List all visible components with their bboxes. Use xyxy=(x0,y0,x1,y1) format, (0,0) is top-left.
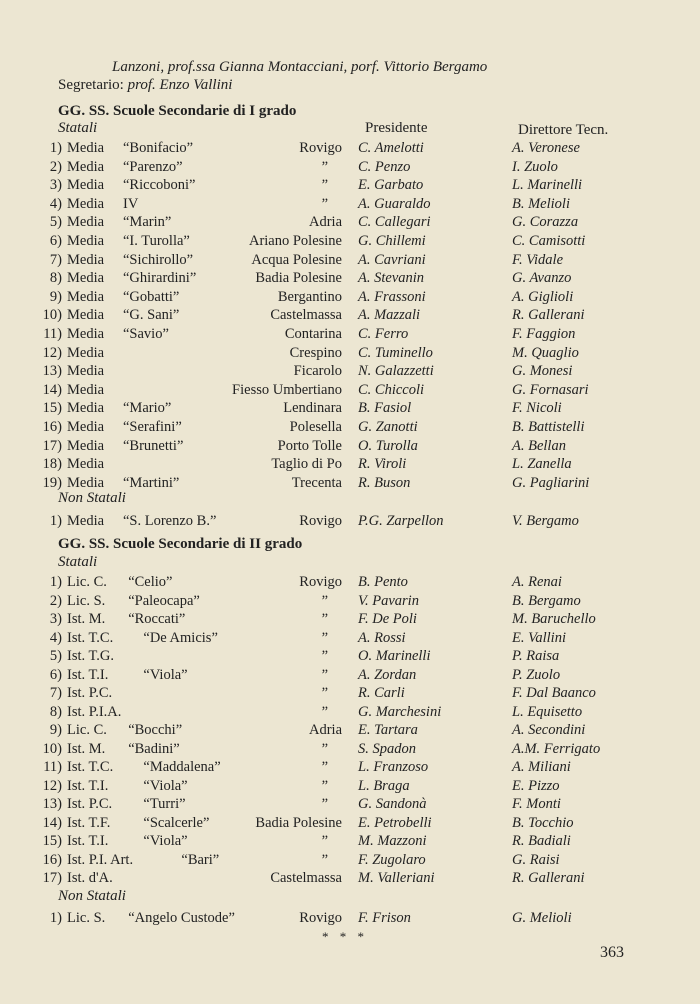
table-row xyxy=(0,704,700,722)
row-number: 17) xyxy=(42,437,62,454)
school-place: ” xyxy=(321,629,328,646)
school-place: Ariano Polesine xyxy=(248,233,342,249)
table-row xyxy=(0,438,700,456)
director-name: A. Renai xyxy=(512,574,562,590)
president-name: O. Marinelli xyxy=(358,648,431,664)
row-number: 13) xyxy=(42,363,62,380)
school-name: “Bari” xyxy=(181,851,220,868)
section1-nonstatali-label: Non Statali xyxy=(58,490,126,506)
school-place: ” xyxy=(321,851,328,868)
school-name: “Viola” xyxy=(143,666,188,683)
row-number: 9) xyxy=(49,722,62,738)
director-name: P. Raisa xyxy=(512,648,560,664)
school-name: “Maddalena” xyxy=(143,759,221,775)
row-number: 1) xyxy=(49,513,62,529)
row-number: 7) xyxy=(49,685,62,701)
row-number: 18) xyxy=(42,456,62,473)
column-header-director: Direttore Tecn. xyxy=(518,122,609,138)
director-name: G. Pagliarini xyxy=(512,474,590,491)
school-name: “Angelo Custode” xyxy=(128,910,235,926)
president-name: A. Rossi xyxy=(358,629,406,646)
school-type: Media xyxy=(67,177,105,194)
president-name: F. De Poli xyxy=(358,611,417,627)
school-name: “Roccati” xyxy=(128,611,186,627)
school-place: Badia Polesine xyxy=(255,814,342,831)
school-type: Ist. P.C. xyxy=(67,685,113,701)
section2-statali-label: Statali xyxy=(58,554,98,570)
president-name: A. Mazzali xyxy=(358,307,421,324)
school-type: Lic. C. xyxy=(67,722,107,738)
school-type: Ist. T.F. xyxy=(67,814,111,831)
row-number: 12) xyxy=(42,777,62,794)
director-name: L. Marinelli xyxy=(512,177,583,194)
table-row xyxy=(0,852,700,870)
row-number: 10) xyxy=(42,307,62,324)
president-name: G. Marchesini xyxy=(358,703,442,720)
row-number: 16) xyxy=(42,419,62,435)
president-name: E. Tartara xyxy=(358,722,418,738)
row-number: 11) xyxy=(43,326,62,342)
row-number: 13) xyxy=(42,796,62,812)
school-place: ” xyxy=(321,177,328,194)
president-name: C. Chiccoli xyxy=(358,381,425,398)
director-name: M. Quaglio xyxy=(512,344,579,361)
row-number: 6) xyxy=(49,233,62,249)
school-place: Bergantino xyxy=(277,288,342,305)
row-number: 2) xyxy=(49,592,62,609)
school-type: Media xyxy=(67,419,105,435)
school-type: Ist. T.I. xyxy=(67,777,109,794)
section1-statali-label: Statali xyxy=(58,120,98,136)
school-place: Fiesso Umbertiano xyxy=(232,381,342,398)
table-row xyxy=(0,593,700,611)
row-number: 14) xyxy=(42,381,62,398)
director-name: F. Faggion xyxy=(512,326,576,342)
president-name: P.G. Zarpellon xyxy=(358,513,444,529)
school-name: IV xyxy=(123,195,139,212)
table-row xyxy=(0,326,700,344)
section-separator: * * * xyxy=(322,929,368,944)
secretary-label: Segretario: xyxy=(58,77,124,93)
school-place: Rovigo xyxy=(299,140,342,156)
school-type: Lic. S. xyxy=(67,592,106,609)
school-type: Media xyxy=(67,344,105,361)
school-name: “Parenzo” xyxy=(123,158,183,175)
president-name: N. Galazzetti xyxy=(358,363,434,380)
table-row xyxy=(0,270,700,288)
school-place: ” xyxy=(321,158,328,175)
table-row xyxy=(0,140,700,158)
row-number: 7) xyxy=(49,251,62,268)
school-name: “Gobatti” xyxy=(123,288,180,305)
school-place: Ficarolo xyxy=(293,363,342,380)
table-row xyxy=(0,214,700,232)
school-place: Porto Tolle xyxy=(277,437,342,454)
row-number: 1) xyxy=(49,910,62,926)
president-name: A. Zordan xyxy=(358,666,417,683)
school-name: “Riccoboni” xyxy=(123,177,196,194)
table-row xyxy=(0,910,700,928)
school-place: Crespino xyxy=(289,344,342,361)
secretary-name: prof. Enzo Vallini xyxy=(127,77,233,93)
school-type: Ist. T.I. xyxy=(67,833,109,849)
school-name: “Viola” xyxy=(143,833,188,849)
school-type: Ist. M. xyxy=(67,740,106,757)
president-name: C. Tuminello xyxy=(358,344,433,361)
school-type: Media xyxy=(67,195,105,212)
school-type: Ist. M. xyxy=(67,611,106,627)
school-place: Rovigo xyxy=(299,910,342,926)
school-name: “Savio” xyxy=(123,326,169,342)
school-type: Media xyxy=(67,158,105,175)
school-place: Lendinara xyxy=(283,400,342,417)
school-place: Acqua Polesine xyxy=(251,251,342,268)
president-name: L. Franzoso xyxy=(358,759,429,775)
table-row xyxy=(0,196,700,214)
school-name: “I. Turolla” xyxy=(123,233,190,249)
row-number: 12) xyxy=(42,344,62,361)
table-row xyxy=(0,648,700,666)
president-name: R. Viroli xyxy=(358,456,407,473)
table-row xyxy=(0,382,700,400)
row-number: 3) xyxy=(49,611,62,627)
director-name: G. Raisi xyxy=(512,851,560,868)
table-row xyxy=(0,456,700,474)
table-row xyxy=(0,419,700,437)
row-number: 5) xyxy=(49,214,62,231)
director-name: C. Camisotti xyxy=(512,233,586,249)
school-place: Taglio di Po xyxy=(271,456,342,473)
director-name: F. Monti xyxy=(512,796,561,812)
school-type: Media xyxy=(67,437,105,454)
school-name: “De Amicis” xyxy=(143,629,218,646)
school-name: “Viola” xyxy=(143,777,188,794)
school-type: Media xyxy=(67,400,105,417)
school-name: “Scalcerle” xyxy=(143,814,210,831)
row-number: 3) xyxy=(49,177,62,194)
row-number: 2) xyxy=(49,158,62,175)
school-name: “Bonifacio” xyxy=(123,140,194,156)
director-name: P. Zuolo xyxy=(512,666,561,683)
school-type: Media xyxy=(67,307,105,324)
school-type: Media xyxy=(67,233,105,249)
director-name: A. Giglioli xyxy=(512,288,574,305)
president-name: G. Zanotti xyxy=(358,419,418,435)
row-number: 15) xyxy=(42,833,62,849)
school-name: “Martini” xyxy=(123,474,180,491)
table-row xyxy=(0,870,700,888)
school-type: Media xyxy=(67,456,105,473)
school-name: “Marin” xyxy=(123,214,172,231)
president-name: O. Turolla xyxy=(358,437,418,454)
president-name: M. Mazzoni xyxy=(358,833,427,849)
school-type: Ist. T.C. xyxy=(67,629,114,646)
director-name: L. Equisetto xyxy=(512,703,583,720)
school-place: Rovigo xyxy=(299,513,342,529)
section1-title: GG. SS. Scuole Secondarie di I grado xyxy=(58,103,297,119)
school-name: “Turri” xyxy=(143,796,186,812)
row-number: 19) xyxy=(42,474,62,491)
row-number: 9) xyxy=(49,288,62,305)
director-name: B. Battistelli xyxy=(512,419,585,435)
table-row xyxy=(0,345,700,363)
secretary-line xyxy=(58,76,232,94)
row-number: 1) xyxy=(49,574,62,590)
school-type: Media xyxy=(67,251,105,268)
director-name: F. Vidale xyxy=(512,251,564,268)
school-name: “Ghirardini” xyxy=(123,270,197,287)
director-name: L. Zanella xyxy=(512,456,572,473)
president-name: E. Petrobelli xyxy=(358,814,432,831)
row-number: 4) xyxy=(49,195,62,212)
president-name: V. Pavarin xyxy=(358,592,419,609)
table-row xyxy=(0,252,700,270)
table-row xyxy=(0,778,700,796)
school-place: Badia Polesine xyxy=(255,270,342,287)
school-type: Media xyxy=(67,474,105,491)
director-name: A.M. Ferrigato xyxy=(512,740,601,757)
director-name: M. Baruchello xyxy=(512,611,596,627)
table-row xyxy=(0,815,700,833)
row-number: 4) xyxy=(49,629,62,646)
president-name: C. Callegari xyxy=(358,214,431,231)
president-name: A. Cavriani xyxy=(358,251,426,268)
school-type: Ist. d'A. xyxy=(67,870,113,886)
school-place: ” xyxy=(321,685,328,701)
president-name: C. Penzo xyxy=(358,158,411,175)
director-name: V. Bergamo xyxy=(512,513,579,529)
director-name: A. Secondini xyxy=(512,722,586,738)
president-name: E. Garbato xyxy=(358,177,424,194)
school-name: “Brunetti” xyxy=(123,437,184,454)
director-name: G. Avanzo xyxy=(512,270,572,287)
table-row xyxy=(0,513,700,531)
table-row xyxy=(0,177,700,195)
school-place: Polesella xyxy=(289,419,342,435)
school-name: “Sichirollo” xyxy=(123,251,194,268)
school-name: “S. Lorenzo B.” xyxy=(123,513,217,529)
row-number: 16) xyxy=(42,851,62,868)
director-name: I. Zuolo xyxy=(512,158,558,175)
table-row xyxy=(0,574,700,592)
table-row xyxy=(0,400,700,418)
table-row xyxy=(0,363,700,381)
school-place: ” xyxy=(321,740,328,757)
row-number: 6) xyxy=(49,666,62,683)
director-name: A. Bellan xyxy=(512,437,566,454)
school-type: Lic. C. xyxy=(67,574,107,590)
president-name: C. Ferro xyxy=(358,326,409,342)
school-type: Ist. T.G. xyxy=(67,648,114,664)
president-name: L. Braga xyxy=(358,777,410,794)
table-row xyxy=(0,667,700,685)
school-name: “Celio” xyxy=(128,574,173,590)
school-place: Adria xyxy=(308,722,342,738)
school-type: Ist. T.C. xyxy=(67,759,114,775)
table-row xyxy=(0,833,700,851)
president-name: R. Buson xyxy=(358,474,411,491)
director-name: E. Pizzo xyxy=(512,777,560,794)
row-number: 15) xyxy=(42,400,62,417)
table-row xyxy=(0,630,700,648)
president-name: C. Amelotti xyxy=(358,140,424,156)
school-type: Ist. P.I. Art. xyxy=(67,851,134,868)
row-number: 5) xyxy=(49,648,62,664)
president-name: B. Fasiol xyxy=(358,400,412,417)
school-place: ” xyxy=(321,833,328,849)
school-name: “G. Sani” xyxy=(123,307,180,324)
school-type: Lic. S. xyxy=(67,910,106,926)
director-name: R. Badiali xyxy=(512,833,571,849)
school-place: Trecenta xyxy=(291,474,342,491)
director-name: B. Bergamo xyxy=(512,592,581,609)
school-type: Media xyxy=(67,381,105,398)
president-name: M. Valleriani xyxy=(358,870,435,886)
school-place: Castelmassa xyxy=(270,307,342,324)
director-name: E. Vallini xyxy=(512,629,566,646)
school-place: ” xyxy=(321,592,328,609)
president-name: G. Sandonà xyxy=(358,796,427,812)
school-name: “Paleocapa” xyxy=(128,592,200,609)
table-row xyxy=(0,611,700,629)
row-number: 8) xyxy=(49,270,62,287)
school-place: ” xyxy=(321,759,328,775)
president-name: F. Frison xyxy=(358,910,411,926)
table-row xyxy=(0,796,700,814)
president-name: A. Guaraldo xyxy=(358,195,431,212)
director-name: G. Monesi xyxy=(512,363,573,380)
row-number: 10) xyxy=(42,740,62,757)
school-type: Media xyxy=(67,326,105,342)
school-type: Media xyxy=(67,513,105,529)
table-row xyxy=(0,722,700,740)
president-name: R. Carli xyxy=(358,685,405,701)
director-name: F. Nicoli xyxy=(512,400,562,417)
director-name: A. Veronese xyxy=(512,140,580,156)
president-name: G. Chillemi xyxy=(358,233,426,249)
president-name: B. Pento xyxy=(358,574,408,590)
school-type: Ist. P.I.A. xyxy=(67,703,122,720)
table-row xyxy=(0,289,700,307)
school-place: ” xyxy=(321,796,328,812)
section2-nonstatali-label: Non Statali xyxy=(58,888,126,904)
school-type: Media xyxy=(67,288,105,305)
column-header-president: Presidente xyxy=(365,120,428,136)
school-place: ” xyxy=(321,666,328,683)
president-name: F. Zugolaro xyxy=(358,851,426,868)
director-name: A. Miliani xyxy=(512,759,571,775)
school-type: Media xyxy=(67,363,105,380)
school-place: Castelmassa xyxy=(270,870,342,886)
intro-line: Lanzoni, prof.ssa Gianna Montacciani, porf. Vittorio Bergamo xyxy=(112,59,488,75)
school-type: Ist. P.C. xyxy=(67,796,113,812)
row-number: 1) xyxy=(49,140,62,156)
president-name: S. Spadon xyxy=(358,740,416,757)
row-number: 8) xyxy=(49,703,62,720)
school-place: ” xyxy=(321,703,328,720)
director-name: G. Melioli xyxy=(512,910,572,926)
director-name: F. Dal Baanco xyxy=(512,685,596,701)
school-place: ” xyxy=(321,648,328,664)
school-type: Media xyxy=(67,214,105,231)
director-name: G. Corazza xyxy=(512,214,579,231)
table-row xyxy=(0,307,700,325)
school-place: ” xyxy=(321,777,328,794)
school-place: Contarina xyxy=(284,326,342,342)
table-row xyxy=(0,233,700,251)
school-name: “Serafini” xyxy=(123,419,182,435)
table-row xyxy=(0,685,700,703)
section2-title: GG. SS. Scuole Secondarie di II grado xyxy=(58,536,303,552)
director-name: G. Fornasari xyxy=(512,381,589,398)
page-number: 363 xyxy=(600,944,624,961)
president-name: A. Stevanin xyxy=(358,270,425,287)
director-name: R. Gallerani xyxy=(512,307,585,324)
director-name: B. Tocchio xyxy=(512,814,574,831)
school-name: “Bocchi” xyxy=(128,722,183,738)
table-row xyxy=(0,741,700,759)
school-place: Adria xyxy=(308,214,342,231)
director-name: B. Melioli xyxy=(512,195,570,212)
director-name: R. Gallerani xyxy=(512,870,585,886)
school-place: Rovigo xyxy=(299,574,342,590)
school-type: Media xyxy=(67,140,105,156)
table-row xyxy=(0,159,700,177)
school-type: Ist. T.I. xyxy=(67,666,109,683)
table-row xyxy=(0,759,700,777)
school-name: “Badini” xyxy=(128,740,180,757)
school-type: Media xyxy=(67,270,105,287)
row-number: 17) xyxy=(42,870,62,886)
row-number: 14) xyxy=(42,814,62,831)
school-place: ” xyxy=(321,195,328,212)
president-name: A. Frassoni xyxy=(358,288,426,305)
school-place: ” xyxy=(321,611,328,627)
school-name: “Mario” xyxy=(123,400,172,417)
row-number: 11) xyxy=(43,759,62,775)
